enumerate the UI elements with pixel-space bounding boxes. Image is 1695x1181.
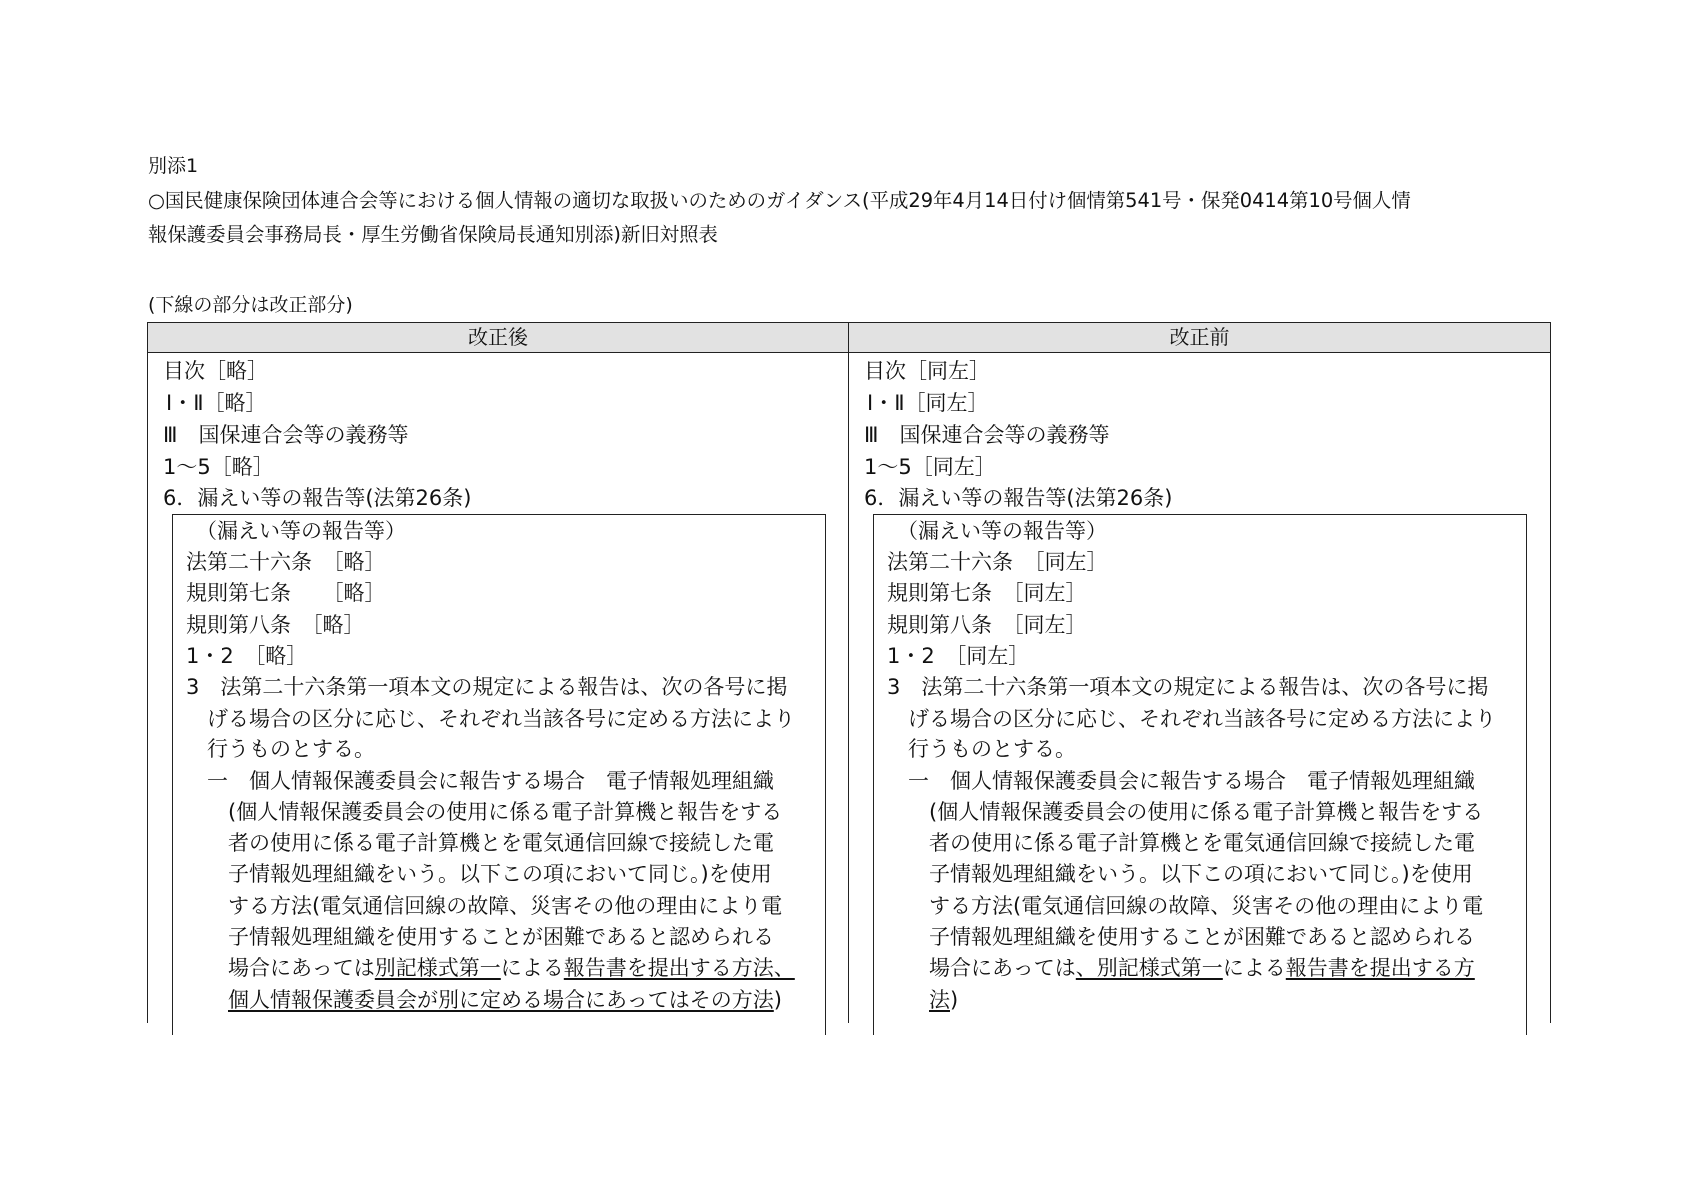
provision-line: 一 個人情報保護委員会に報告する場合 電子情報処理組織 [908,769,1475,793]
amended-text: 、別記様式第一 [1075,956,1223,980]
provision-line: (個人情報保護委員会の使用に係る電子計算機と報告をする [228,800,783,824]
text: ) [773,988,782,1012]
text: ) [950,988,959,1012]
section-line: 1～5［略］ [163,455,274,479]
provision-line: 規則第八条 ［略］ [186,613,365,637]
section-line: 1～5［同左］ [864,455,996,479]
header-after: 改正後 [148,323,848,353]
toc-line: 目次［同左］ [864,359,990,383]
text: による [500,956,564,980]
document-title-line2: 報保護委員会事務局長・厚生労働省保険局長通知別添)新旧対照表 [148,223,718,246]
provision-line: 子情報処理組織をいう。以下この項において同じ。)を使用 [228,862,772,886]
provision-line: げる場合の区分に応じ、それぞれ当該各号に定める方法により [908,707,1496,731]
provision-line: 規則第七条 ［略］ [186,581,386,605]
section-line: 6．漏えい等の報告等(法第26条) [163,486,472,510]
provision-line: 子情報処理組織をいう。以下この項において同じ。)を使用 [929,862,1473,886]
provision-line: (個人情報保護委員会の使用に係る電子計算機と報告をする [929,800,1484,824]
provision-line: 3 法第二十六条第一項本文の規定による報告は、次の各号に掲 [186,675,788,699]
provision-line: 規則第七条 ［同左］ [887,581,1087,605]
section-line: 6．漏えい等の報告等(法第26条) [864,486,1173,510]
column-before [849,323,1695,1023]
provision-line: 法第二十六条 ［略］ [186,550,386,574]
provision-line: 者の使用に係る電子計算機とを電気通信回線で接続した電 [228,831,774,855]
section-line: Ⅰ・Ⅱ［同左］ [867,391,989,415]
attachment-label: 別添1 [148,155,199,177]
provision-line: 行うものとする。 [908,737,1076,761]
provision-line: げる場合の区分に応じ、それぞれ当該各号に定める方法により [207,707,795,731]
section-line: Ⅲ 国保連合会等の義務等 [163,423,409,447]
provision-line: 規則第八条 ［同左］ [887,613,1087,637]
provision-line: 子情報処理組織を使用することが困難であると認められる [228,925,774,949]
provision-line: 1・2 ［同左］ [887,644,1030,668]
amended-text: 別記様式第一 [374,956,501,980]
amended-text: 報告書を提出する方 [1285,956,1475,980]
text: 場合にあっては [929,956,1076,980]
amended-text: 報告書を提出する方法、 [563,956,795,980]
provision-line: 1・2 ［略］ [186,644,308,668]
provision-line: （漏えい等の報告等） [897,519,1107,543]
provision-line: する方法(電気通信回線の故障、災害その他の理由により電 [929,894,1484,918]
section-line: Ⅲ 国保連合会等の義務等 [864,423,1110,447]
provision-line: （漏えい等の報告等） [196,519,406,543]
provision-line: 法第二十六条 ［同左］ [887,550,1108,574]
toc-line: 目次［略］ [163,359,268,383]
provision-line: 行うものとする。 [207,737,375,761]
header-before: 改正前 [849,323,1550,353]
text: による [1222,956,1286,980]
provision-line: 3 法第二十六条第一項本文の規定による報告は、次の各号に掲 [887,675,1489,699]
provision-line [228,988,782,1012]
text: 場合にあっては [228,956,375,980]
provision-line [228,956,795,980]
comparison-table [147,322,1551,1023]
amended-text: 個人情報保護委員会が別に定める場合にあってはその方法 [228,988,774,1012]
provision-line [929,956,1475,980]
section-line: Ⅰ・Ⅱ［略］ [166,391,267,415]
provision-line: する方法(電気通信回線の故障、災害その他の理由により電 [228,894,783,918]
amended-text: 法 [929,988,950,1012]
provision-line: 者の使用に係る電子計算機とを電気通信回線で接続した電 [929,831,1475,855]
provision-line: 子情報処理組織を使用することが困難であると認められる [929,925,1475,949]
document-title-line1: ○国民健康保険団体連合会等における個人情報の適切な取扱いのためのガイダンス(平成29年4月14日付け個情第541号・保発0414第10号個人情 [148,189,1411,212]
provision-line [929,988,958,1012]
provision-line: 一 個人情報保護委員会に報告する場合 電子情報処理組織 [207,769,774,793]
underline-note: (下線の部分は改正部分) [148,294,353,316]
